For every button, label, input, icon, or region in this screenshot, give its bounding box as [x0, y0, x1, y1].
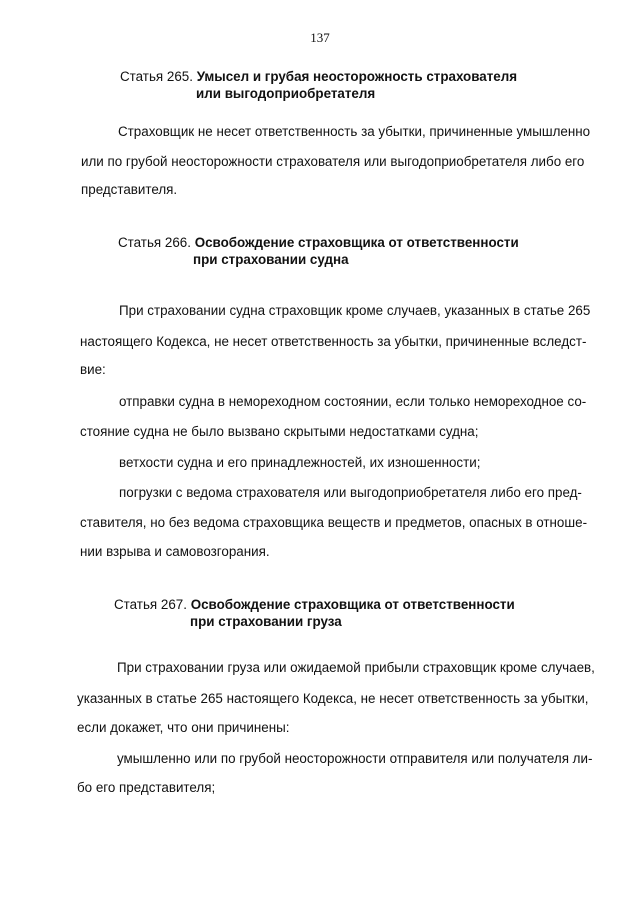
article-267-heading: [114, 596, 515, 630]
article-266-heading: [118, 234, 519, 268]
article-266-title-line1: Освобождение страховщика от ответственности: [194, 235, 519, 250]
article-266-line-7: погрузки с ведома страхователя или выгодоприобретателя либо его пред-: [119, 485, 582, 500]
page-number: 137: [310, 30, 330, 45]
article-267-line-2: указанных в статье 265 настоящего Кодекса, не несет ответственность за убытки,: [77, 691, 589, 706]
article-265-title-line1: Умысел и грубая неосторожность страхователя: [196, 69, 518, 84]
article-266-line-5: стояние судна не было вызвано скрытыми недостатками судна;: [80, 424, 479, 439]
article-266-title-line2: при страховании судна: [193, 252, 349, 267]
article-267-line-5: бо его представителя;: [77, 780, 216, 795]
article-265-title-line2: или выгодоприобретателя: [196, 86, 376, 101]
article-267-line-3: если докажет, что они причинены:: [77, 720, 290, 735]
article-267-title-line2: при страховании груза: [190, 614, 342, 629]
article-267-title-line1: Освобождение страховщика от ответственности: [190, 597, 515, 612]
article-266-number: Статья 266.: [118, 235, 191, 250]
article-266-line-6: ветхости судна и его принадлежностей, их изношенности;: [119, 455, 481, 470]
article-267-line-1: При страховании груза или ожидаемой прибыли страховщик кроме случаев,: [117, 660, 595, 675]
article-266-line-1: При страховании судна страховщик кроме случаев, указанных в статье 265: [119, 303, 591, 318]
article-265-line-2: или по грубой неосторожности страхователя или выгодоприобретателя либо его: [81, 154, 585, 169]
article-265-number: Статья 265.: [120, 69, 193, 84]
article-266-line-8: ставителя, но без ведома страховщика веществ и предметов, опасных в отноше-: [80, 515, 588, 530]
article-265-line-1: Страховщик не несет ответственность за убытки, причиненные умышленно: [118, 124, 591, 139]
article-266-line-9: нии взрыва и самовозгорания.: [80, 544, 270, 559]
article-266-line-4: отправки судна в немореходном состоянии, если только немореходное со-: [119, 394, 587, 409]
article-265-heading: [120, 68, 517, 102]
article-265-line-3: представителя.: [81, 182, 178, 197]
article-267-line-4: умышленно или по грубой неосторожности отправителя или получателя ли-: [117, 751, 593, 766]
article-266-line-3: вие:: [80, 362, 106, 377]
article-266-line-2: настоящего Кодекса, не несет ответственность за убытки, причиненные вследст-: [80, 334, 587, 349]
article-267-number: Статья 267.: [114, 597, 187, 612]
